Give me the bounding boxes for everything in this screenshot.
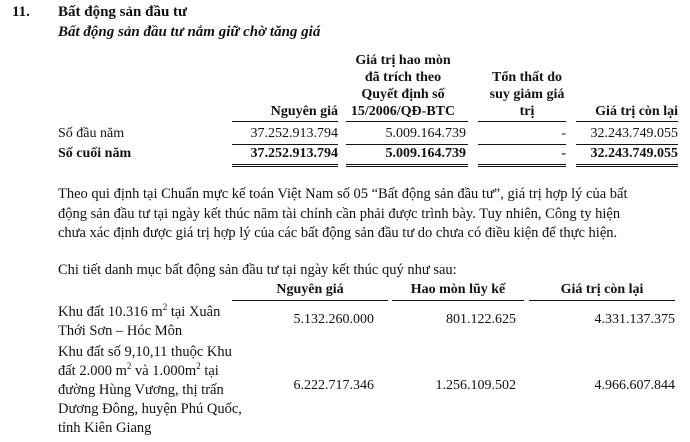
t2-header-remaining: Giá trị còn lại: [560, 282, 644, 297]
t2-row-cost: 5.132.260.000: [293, 312, 374, 327]
section-subtitle: Bất động sản đầu tư nắm giữ chờ tăng giá: [58, 24, 321, 40]
t2-row-depreciation: 1.256.109.502: [435, 378, 516, 393]
row-loss: -: [561, 146, 566, 161]
row-cost: 37.252.913.794: [250, 126, 338, 141]
row-remaining: 32.243.749.055: [590, 126, 678, 141]
subtotal-line-cost: [232, 144, 338, 145]
row-label: Số cuối năm: [58, 146, 132, 161]
row-loss: -: [561, 126, 566, 141]
header-underline-depr: [346, 121, 468, 122]
subtotal-line-loss: [478, 144, 566, 145]
t2-underline-depr: [392, 300, 524, 301]
header-impairment-loss: Tổn thất do suy giảm giá trị: [489, 70, 565, 119]
t2-header-depreciation: Hao mòn lũy kế: [410, 282, 506, 297]
total-double-line-cost: [232, 164, 338, 167]
t2-underline-remaining: [529, 300, 675, 301]
total-double-line-depr: [346, 164, 468, 167]
section-number: 11.: [12, 4, 30, 20]
t2-row-cost: 6.222.717.346: [293, 378, 374, 393]
header-depreciation: Giá trị hao mòn đã trích theo Quyết định số 15/2006/QĐ-BTC: [350, 53, 456, 119]
t2-underline-cost: [232, 300, 388, 301]
header-remaining-value: Giá trị còn lại: [595, 104, 678, 119]
row-depreciation: 5.009.164.739: [385, 146, 466, 161]
header-underline-remaining: [576, 121, 678, 122]
row-label: Số đầu năm: [58, 126, 125, 141]
subtotal-line-depr: [346, 144, 468, 145]
t2-row-remaining: 4.331.137.375: [594, 312, 675, 327]
header-underline-loss: [478, 121, 566, 122]
subtotal-line-remaining: [576, 144, 678, 145]
row-cost: 37.252.913.794: [250, 146, 338, 161]
row-depreciation: 5.009.164.739: [385, 126, 466, 141]
t2-row-remaining: 4.966.607.844: [594, 378, 675, 393]
header-cost: Nguyên giá: [270, 104, 338, 119]
header-underline-cost: [232, 121, 338, 122]
row-remaining: 32.243.749.055: [590, 146, 678, 161]
details-intro: Chi tiết danh mục bất động sản đầu tư tại ngày kết thúc quý như sau:: [58, 262, 457, 278]
t2-row-description: Khu đất 10.316 $m^2$ tại Xuân Thới Sơn – Hóc Môn: [58, 302, 221, 339]
fair-value-paragraph: Theo qui định tại Chuẩn mực kế toán Việt Nam số 05 “Bất động sản đầu tư”, giá trị hợp lý của bất động sản đầu tư tại ngày kết thúc năm tài chính cần phải được trình bày. Tuy nhiên, Công ty hiện chưa xác định được giá trị hợp lý của các bất động sản đầu tư do chưa có điều kiện để thực hiện.: [58, 186, 628, 241]
t2-header-cost: Nguyên giá: [276, 282, 344, 297]
section-title: Bất động sản đầu tư: [58, 4, 188, 20]
t2-row-depreciation: 801.122.625: [446, 312, 516, 327]
t2-row-description: Khu đất số 9,10,11 thuộc Khu đất 2.000 $m^2$ và $1.000m^2$ tại đường Hùng Vương, thị trấn Dương Đông, huyện Phú Quốc, tỉnh Kiên Giang: [58, 344, 242, 436]
total-double-line-loss: [478, 164, 566, 167]
total-double-line-remaining: [576, 164, 678, 167]
